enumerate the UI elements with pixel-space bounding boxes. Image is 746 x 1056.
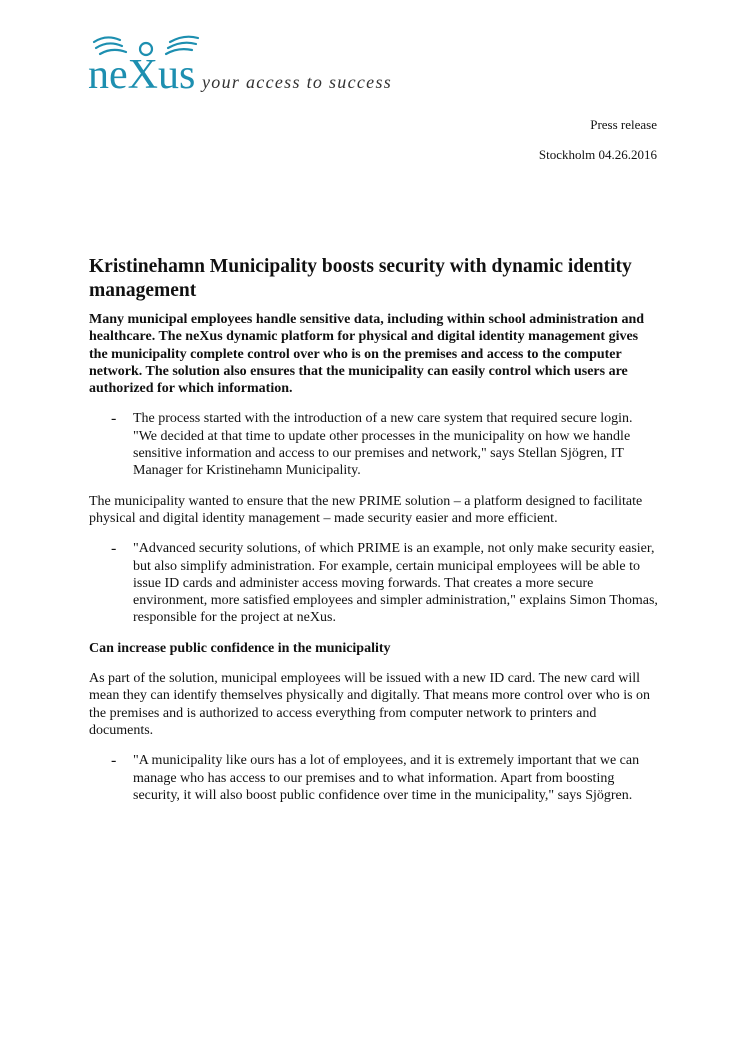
company-logo (86, 32, 426, 102)
location-date: Stockholm 04.26.2016 (538, 147, 657, 162)
body-paragraph: As part of the solution, municipal employees will be issued with a new ID card. The new card will mean they can identify themselves physically and digitally. That means more control over who is on the premises and is authorized to access everything from computer network to printers and documents. (89, 671, 651, 738)
article-body (89, 255, 659, 817)
quote-text: The process started with the introduction of a new care system that required secure login. "We decided at that time to update other processes in the municipality on how we handle sensitive information and access to our premises and network," says Stellan Sjögren, IT Manager for Kristinehamn Municipality. (133, 411, 633, 479)
quote-item (89, 540, 659, 626)
quote-text: "A municipality like ours has a lot of employees, and it is extremely important that we can manage who has access to our premises and to what information. Apart from boosting security, it will also boost public confidence over time in the municipality," says Sjögren. (133, 753, 640, 803)
bullet-dash: - (111, 752, 117, 770)
document-type: Press release (590, 117, 657, 132)
logo-wordmark: neXus (88, 52, 196, 98)
bullet-dash: - (111, 540, 117, 558)
quote-item (89, 752, 659, 804)
body-paragraph: The municipality wanted to ensure that the new PRIME solution – a platform designed to facilitate physical and digital identity management – made security easier and more efficient. (89, 493, 643, 526)
article-title: Kristinehamn Municipality boosts security with dynamic identity management (89, 256, 632, 301)
bullet-dash: - (111, 410, 117, 428)
quote-item (89, 410, 659, 479)
tagline: your access to success (202, 72, 393, 92)
lead-paragraph: Many municipal employees handle sensitive data, including within school administration and healthcare. The neXus dynamic platform for physical and digital identity management gives the municipality complete control over who is on the premises and access to the computer network. The solution also ensures that the municipality can easily control which users are authorized for which information. (89, 312, 645, 397)
quote-text: "Advanced security solutions, of which PRIME is an example, not only make security easier, but also simplify administration. For example, certain municipal employees will be able to issue ID cards and administer access moving forwards. That creates a more secure environment, more satisfied employees and simpler administration," explains Simon Thomas, responsible for the project at neXus. (133, 541, 658, 626)
section-heading: Can increase public confidence in the municipality (89, 640, 391, 656)
